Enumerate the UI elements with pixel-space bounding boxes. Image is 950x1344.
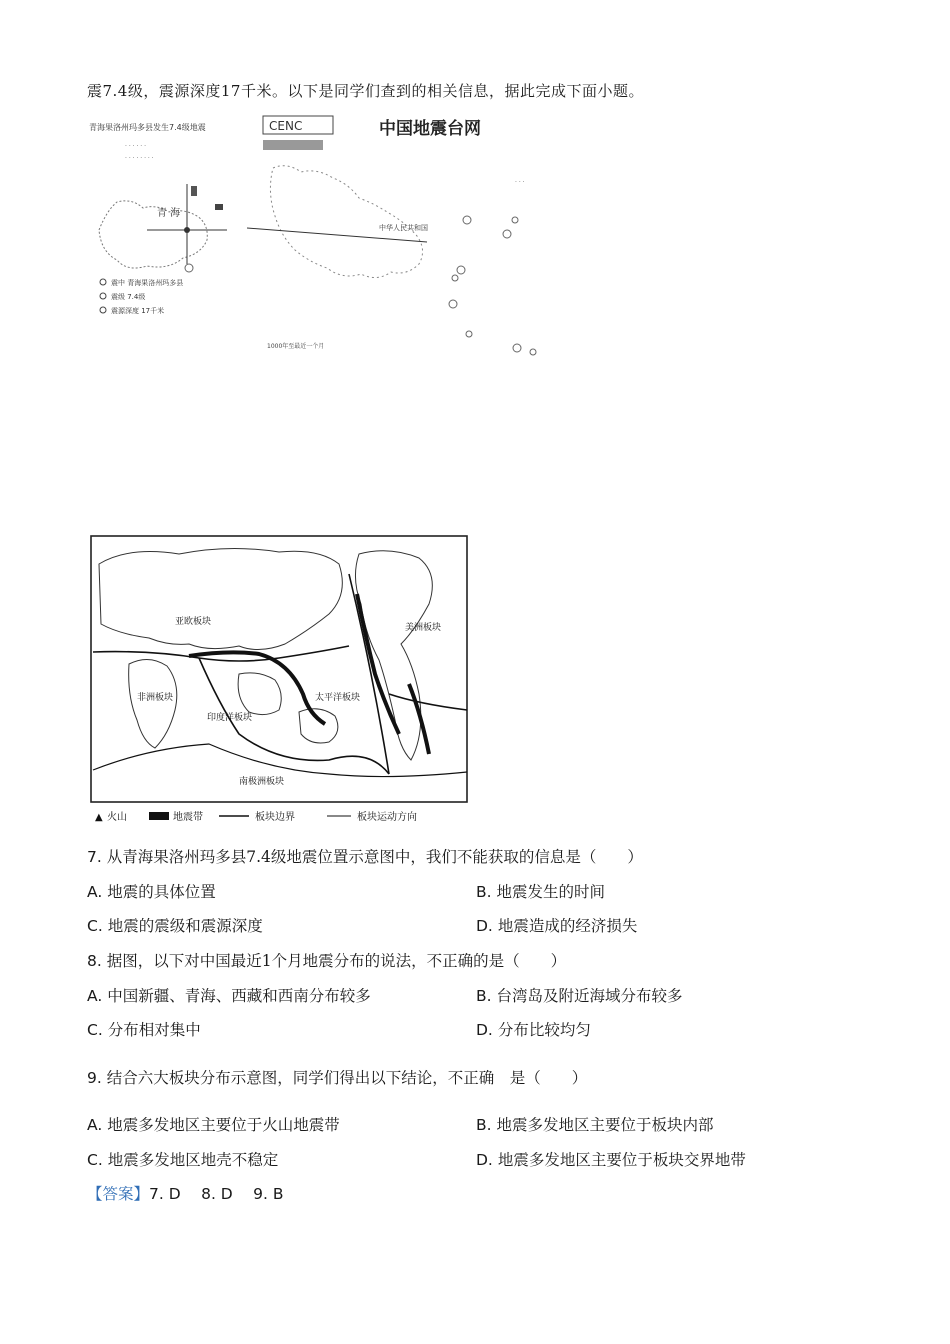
question-9-number: 9. (87, 1069, 102, 1087)
qinghai-location-map (89, 122, 227, 315)
question-9 (87, 1066, 587, 1088)
question-7-option-d: D. 地震造成的经济损失 (476, 917, 638, 935)
question-7-number: 7. (87, 848, 102, 866)
question-8 (87, 949, 566, 971)
left-map-title: 青海果洛州玛多县发生7.4级地震 (89, 123, 206, 132)
left-region-label: 青 海 (157, 208, 181, 219)
cenc-logo: CENC (269, 119, 303, 133)
svg-text:▲: ▲ (95, 812, 103, 823)
svg-text:· · · · · ·: · · · · · · (125, 143, 146, 150)
legend-plate-motion: 板块运动方向 (357, 812, 417, 823)
cenc-footer: 1000年至最近一个月 (267, 343, 325, 350)
question-9-option-a: A. 地震多发地区主要位于火山地震带 (87, 1116, 340, 1134)
plate-label-american: 美洲板块 (405, 623, 442, 633)
question-8-option-d: D. 分布比较均匀 (476, 1021, 591, 1039)
question-9-option-b: B. 地震多发地区主要位于板块内部 (476, 1116, 714, 1134)
question-7-option-b: B. 地震发生的时间 (476, 883, 606, 901)
plate-label-african: 非洲板块 (137, 693, 174, 703)
question-9-option-d: D. 地震多发地区主要位于板块交界地带 (476, 1151, 746, 1169)
question-8-option-a: A. 中国新疆、青海、西藏和西南分布较多 (87, 987, 371, 1005)
plate-label-pacific: 太平洋板块 (315, 693, 361, 703)
cenc-country-label: 中华人民共和国 (379, 224, 428, 232)
legend-plate-boundary: 板块边界 (255, 812, 295, 823)
svg-text:· · · · · · · ·: · · · · · · · · (125, 155, 154, 162)
question-8-text: 据图，以下对中国最近1个月地震分布的说法，不正确的是（ ） (106, 952, 567, 970)
question-7-text: 从青海果洛州玛多县7.4级地震位置示意图中，我们不能获取的信息是（ ） (106, 848, 643, 866)
legend-epicenter: 震中 青海果洛州玛多县 (111, 279, 184, 287)
question-8-option-c: C. 分布相对集中 (87, 1021, 201, 1039)
question-9-option-c: C. 地震多发地区地壳不稳定 (87, 1151, 279, 1169)
answer-tag: 【答案】 (87, 1185, 150, 1203)
plate-label-indian: 印度洋板块 (207, 713, 253, 723)
cenc-title: 中国地震台网 (379, 119, 481, 139)
plates-legend (95, 810, 417, 823)
six-plates-figure (89, 534, 471, 826)
legend-quake-belt: 地震带 (173, 812, 203, 823)
question-8-number: 8. (87, 952, 102, 970)
question-7-option-a: A. 地震的具体位置 (87, 883, 216, 901)
legend-magnitude: 震级 7.4级 (111, 293, 146, 301)
question-9-text: 结合六大板块分布示意图，同学们得出以下结论，不正确 是（ ） (106, 1069, 588, 1087)
question-7-option-c: C. 地震的震级和震源深度 (87, 917, 263, 935)
plate-label-antarctic: 南极洲板块 (239, 777, 285, 787)
svg-text:· · ·: · · · (515, 179, 525, 186)
question-7 (87, 845, 643, 867)
answer-values: 7. D 8. D 9. B (149, 1185, 284, 1203)
intro-text: 震7.4级，震源深度17千米。以下是同学们查到的相关信息，据此完成下面小题。 (87, 82, 644, 100)
legend-volcano: 火山 (107, 812, 127, 823)
plate-label-eurasian: 亚欧板块 (175, 617, 212, 627)
cenc-map (247, 116, 536, 355)
earthquake-location-figure (87, 112, 547, 360)
answer-line (87, 1182, 284, 1204)
legend-depth: 震源深度 17千米 (111, 307, 165, 315)
question-8-option-b: B. 台湾岛及附近海域分布较多 (476, 987, 683, 1005)
